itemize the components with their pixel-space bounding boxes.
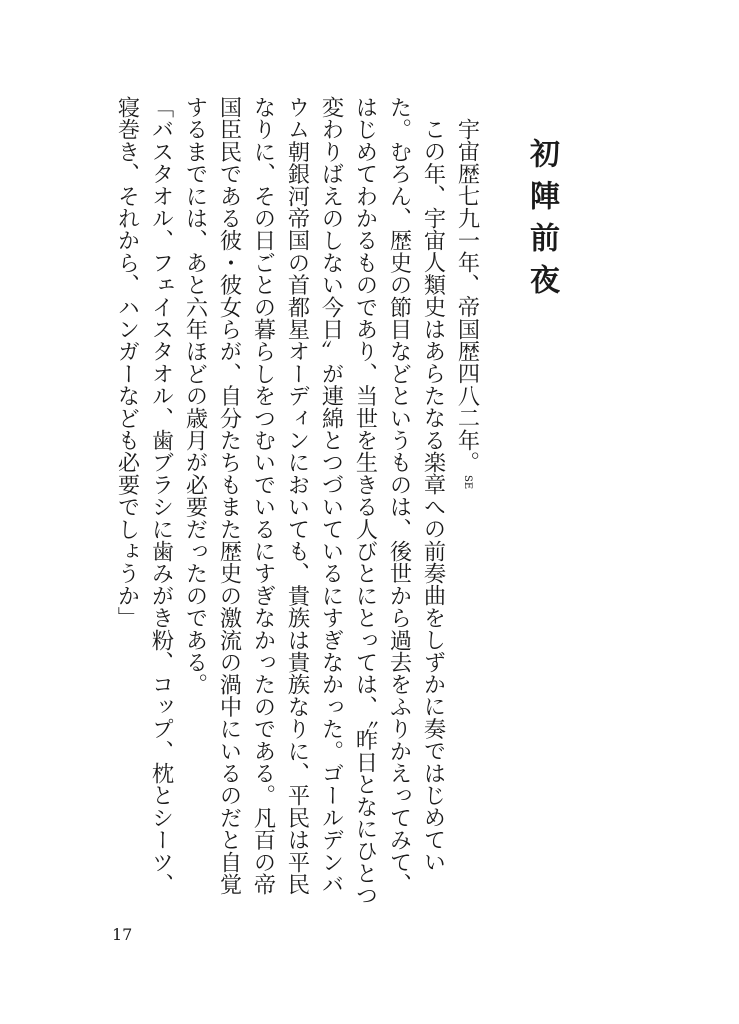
page-number: 17 — [112, 925, 133, 944]
dialogue-quote: 「バスタオル、フェイスタオル、歯ブラシに歯みがき粉、コップ、枕とシーツ、寝巻き、それから、ハンガーなども必要でしょうか」 — [114, 96, 174, 896]
paragraph-1: この年、宇宙人類史はあらたなる楽章への前奏曲をしずかに奏ではじめていた。むろん、歴史の節目などというものは、後世から過去をふりかえってみて、はじめてわかるものであり、当世を生きる人びとにとっては、〝昨日となにひとつ変わりばえのしない今日〟が連綿とつづいているにすぎなかった。ゴールデンバウム朝銀河帝国の首都星オーディンにおいても、貴族は貴族なりに、平民は平民なりに、その日ごとの暮らしをつむいでいるにすぎなかったのである。凡百の帝国臣民である彼・彼女らが、自分たちもまた歴史の激流の渦中にいるのだと自覚するまでには、あと六年ほどの歳月が必要だったのである。 — [182, 96, 446, 907]
date-ruby: SE — [462, 475, 473, 490]
body-text — [112, 96, 484, 916]
date-line-text: 宇宙歴七九一年、帝国歴四八二年。 — [454, 118, 480, 474]
chapter-title: 初陣前夜 — [524, 138, 559, 306]
date-line — [450, 96, 484, 916]
